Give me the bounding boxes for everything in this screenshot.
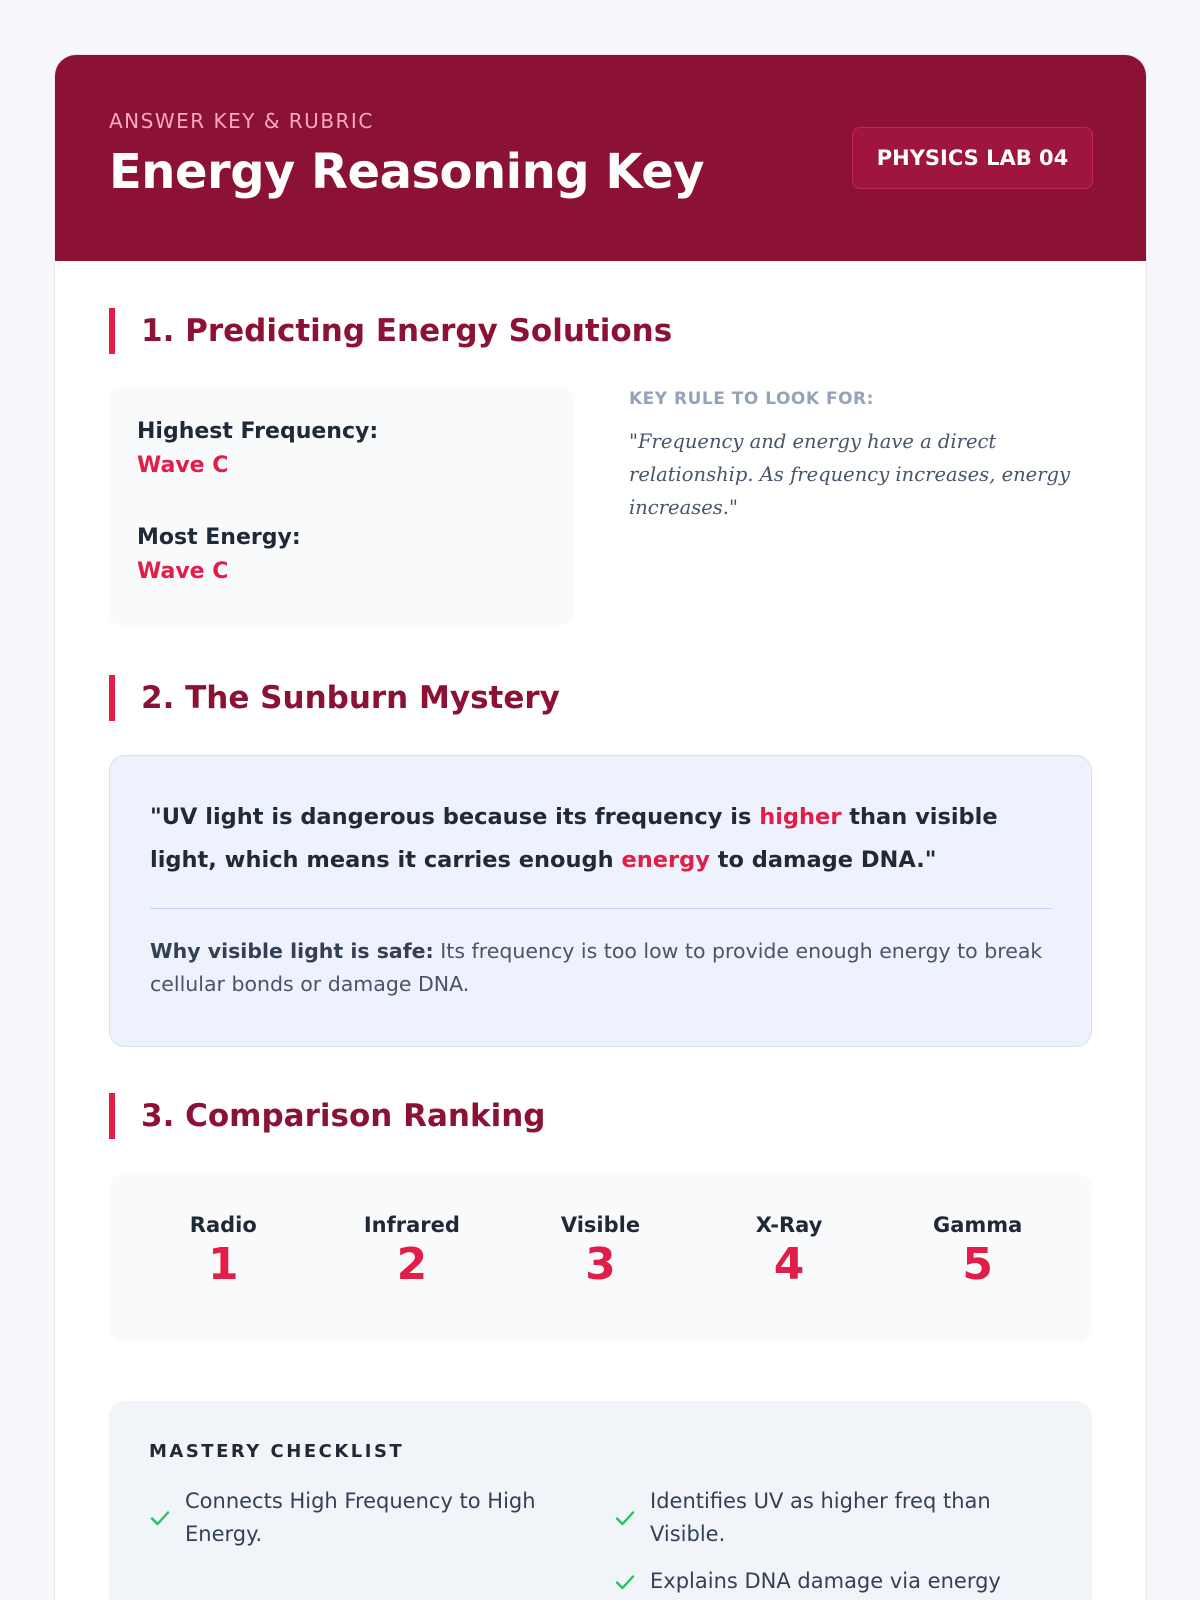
checklist-item-text: Explains DNA damage via energy xyxy=(650,1569,1001,1593)
rank-number: 5 xyxy=(962,1239,993,1290)
quote-highlight-energy: energy xyxy=(621,847,710,873)
header-eyebrow: ANSWER KEY & RUBRIC xyxy=(109,109,374,133)
header xyxy=(55,55,1146,261)
rank-name: Visible xyxy=(560,1213,641,1237)
mastery-checklist xyxy=(109,1401,1092,1600)
key-rule-quote: "Frequency and energy have a direct relationship. As frequency increases, energy increases." xyxy=(629,430,1071,519)
rank-item-gamma xyxy=(883,1173,1072,1343)
checklist-item-empty xyxy=(149,1565,614,1598)
rank-item-xray xyxy=(695,1173,884,1343)
key-rule xyxy=(629,387,1099,524)
page-title: Energy Reasoning Key xyxy=(109,144,705,200)
check-icon xyxy=(614,1509,650,1527)
ranking-box xyxy=(109,1173,1092,1343)
rank-name: Infrared xyxy=(363,1213,460,1237)
check-icon xyxy=(614,1573,650,1591)
rank-item-infrared xyxy=(318,1173,507,1343)
rank-name: Gamma xyxy=(933,1213,1023,1237)
checklist-item-text: Identifies UV as higher freq than Visible. xyxy=(650,1489,991,1546)
rank-item-radio xyxy=(129,1173,318,1343)
section-heading-ranking: 3. Comparison Ranking xyxy=(109,1093,545,1139)
sunburn-quote xyxy=(150,796,1051,882)
quote-text: than visible light, which means it carries enough xyxy=(150,804,998,873)
checklist-item xyxy=(614,1485,1034,1551)
rank-number: 3 xyxy=(585,1239,616,1290)
answer-value-energy: Wave C xyxy=(137,559,229,584)
rank-number: 4 xyxy=(773,1239,805,1290)
answer-label-energy: Most Energy: xyxy=(137,525,301,550)
rank-number: 2 xyxy=(396,1239,428,1290)
answer-label-frequency: Highest Frequency: xyxy=(137,419,379,444)
quote-text: "UV light is dangerous because its frequency is xyxy=(150,804,760,830)
section-heading-sunburn: 2. The Sunburn Mystery xyxy=(109,675,560,721)
answer-key-card xyxy=(54,54,1147,1600)
checklist-title: MASTERY CHECKLIST xyxy=(149,1441,405,1462)
rank-name: X-Ray xyxy=(755,1213,823,1237)
visible-light-note xyxy=(150,935,1051,1001)
quote-highlight-higher: higher xyxy=(759,804,842,830)
note-label: Why visible light is safe: xyxy=(150,939,434,963)
checklist-item xyxy=(149,1485,614,1551)
rank-item-visible xyxy=(506,1173,695,1343)
rank-name: Radio xyxy=(189,1213,257,1237)
rank-number: 1 xyxy=(207,1239,239,1290)
answer-value-frequency: Wave C xyxy=(137,453,229,478)
key-rule-label: KEY RULE TO LOOK FOR: xyxy=(629,389,874,409)
sunburn-answer-box xyxy=(109,755,1092,1047)
checklist-grid xyxy=(149,1485,1054,1598)
divider xyxy=(150,908,1051,909)
answers-box xyxy=(109,387,573,625)
checklist-item-text: Connects High Frequency to High Energy. xyxy=(185,1489,536,1546)
checklist-item xyxy=(614,1565,1034,1598)
lab-badge: PHYSICS LAB 04 xyxy=(852,127,1093,189)
section-heading-predicting: 1. Predicting Energy Solutions xyxy=(109,308,672,354)
check-icon xyxy=(149,1509,185,1527)
quote-text: to damage DNA." xyxy=(709,847,937,873)
note-text: Its frequency is too low to provide enough energy to break cellular bonds or damage DNA. xyxy=(150,939,1043,996)
